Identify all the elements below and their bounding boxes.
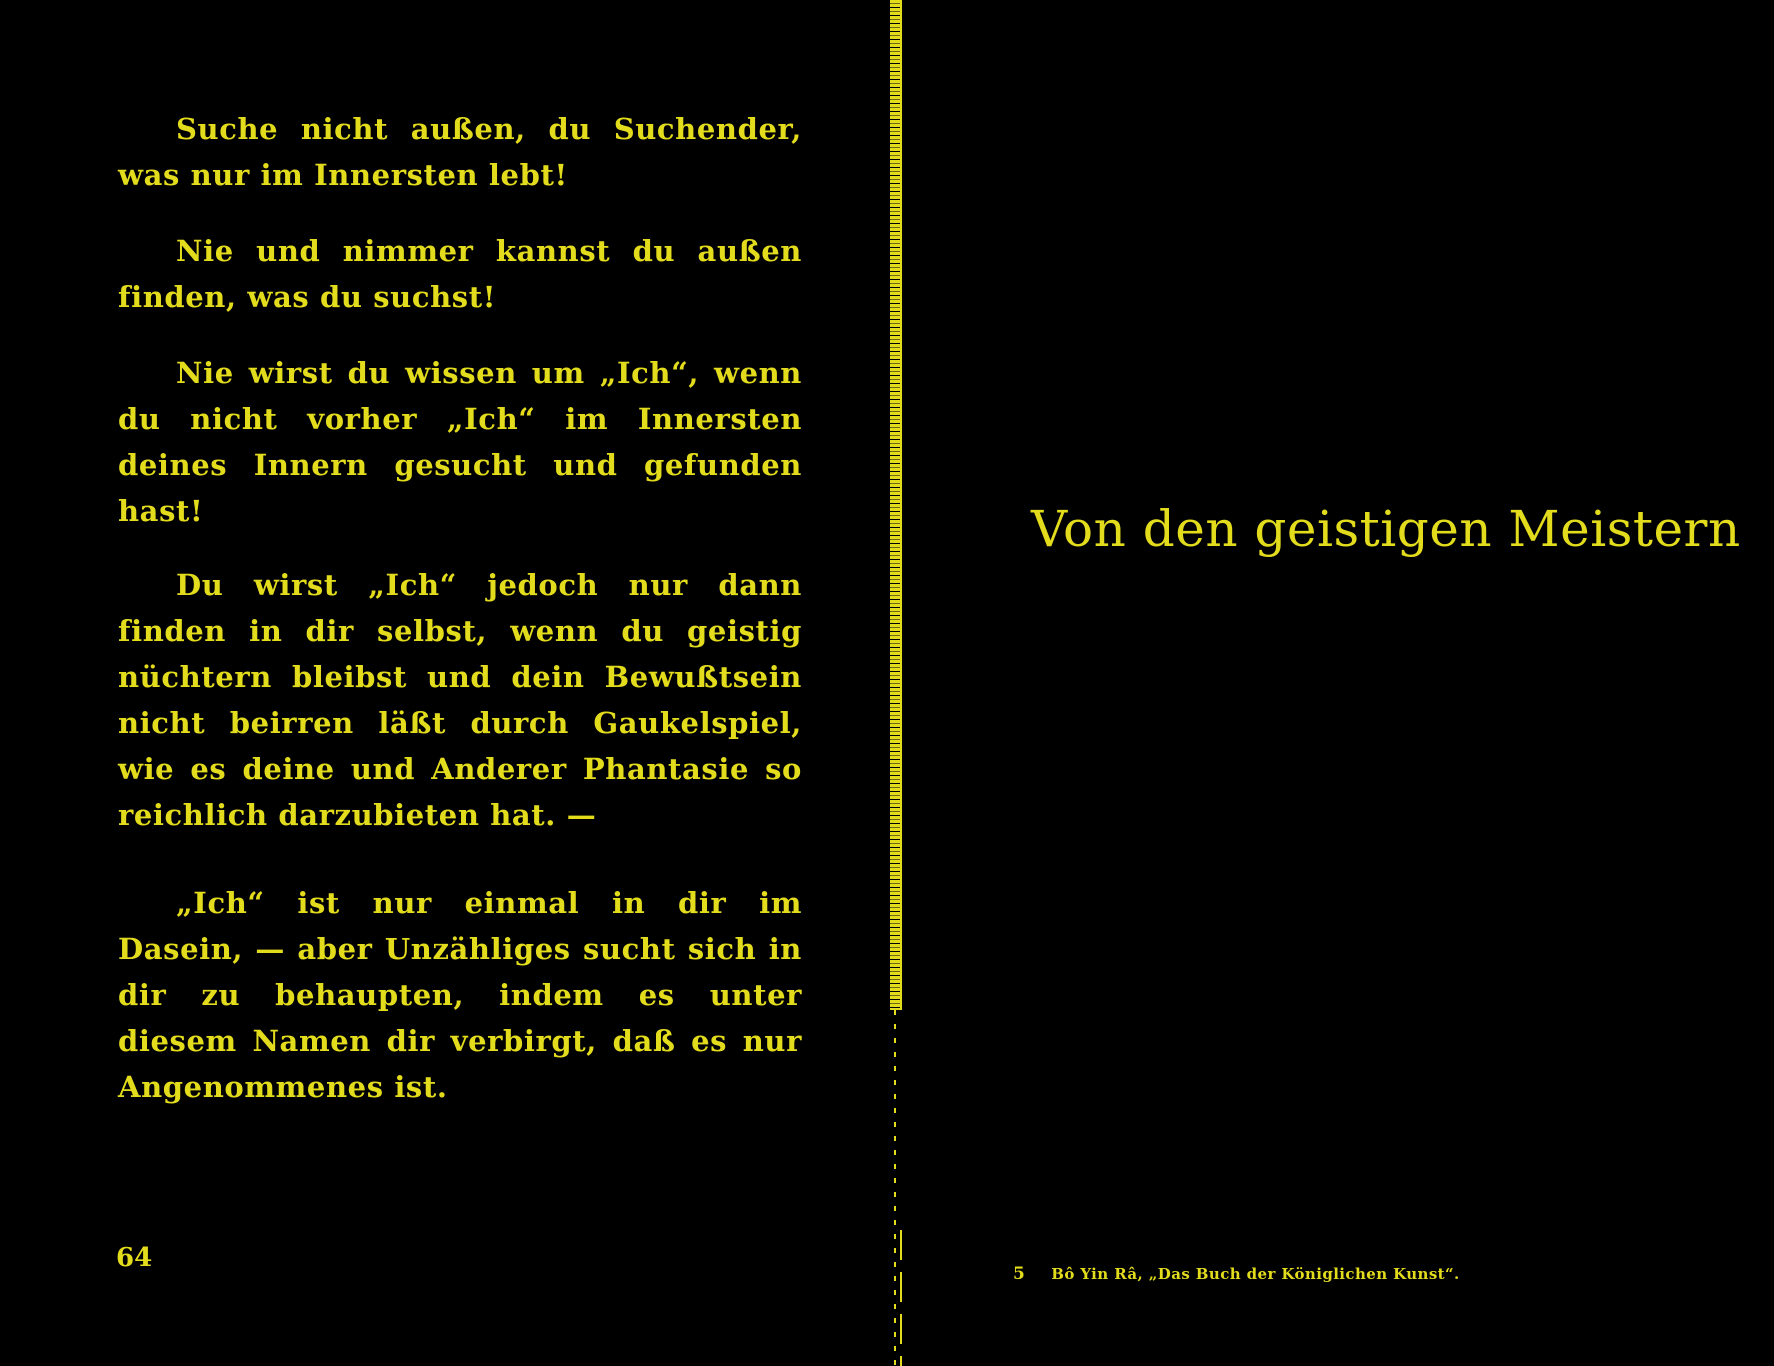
book-spine [888,0,904,1366]
paragraph: Suche nicht außen, du Suchender, was nur im Innersten lebt! [118,112,802,192]
page-number: 64 [116,1243,153,1273]
body-text [118,106,802,1140]
paragraph: Nie wirst du wissen um „Ich“, wenn du nicht vorher „Ich“ im Innersten deines Innern gesucht und gefunden hast! [118,356,802,528]
signature-mark: 5 [1013,1264,1026,1284]
paragraph: Nie und nimmer kannst du außen finden, was du suchst! [118,234,802,314]
spine-band [890,0,902,1010]
chapter-title: Von den geistigen Meistern [1031,500,1741,558]
right-page [905,0,1774,1366]
paragraph: Du wirst „Ich“ jedoch nur dann finden in dir selbst, wenn du geistig nüchtern bleibst und dein Bewußtsein nicht beirren läßt durch Gaukelspiel, wie es deine und Anderer Phantasie so reichlich darzubieten hat. — [118,568,802,832]
footer-text: Bô Yin Râ, „Das Buch der Königlichen Kunst“. [1051,1265,1460,1283]
paragraph: „Ich“ ist nur einmal in dir im Dasein, — aber Unzähliges sucht sich in dir zu behaupten, indem es unter diesem Namen dir verbirgt, daß es nur Angenommenes ist. [118,886,802,1104]
footer-note [1013,1264,1460,1284]
spine-line [900,1230,902,1366]
spine-dots [894,1010,896,1366]
